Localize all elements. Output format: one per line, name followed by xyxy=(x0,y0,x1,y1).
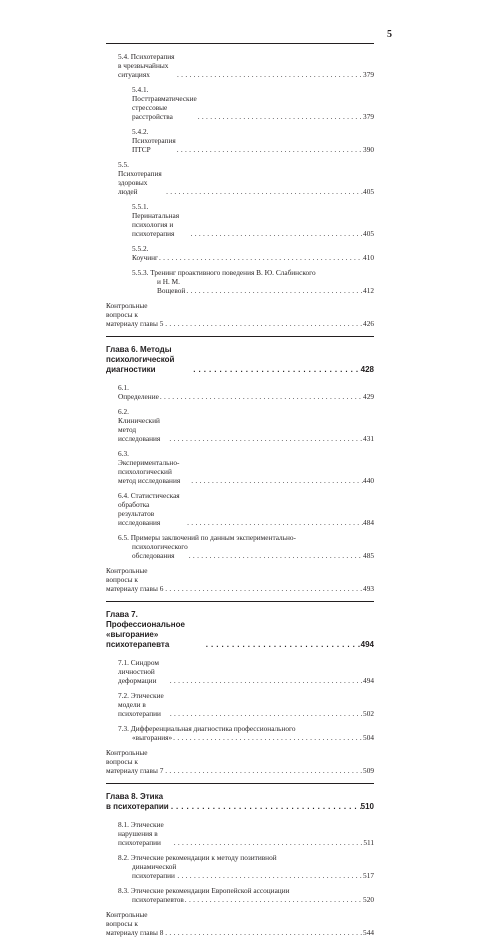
section-number: 7.3. xyxy=(118,724,129,733)
toc-entry-8-3-line1[interactable] xyxy=(106,886,374,895)
section-title: Психотерапия здоровых людей xyxy=(118,169,162,196)
section-title: Коучинг xyxy=(132,253,158,262)
section-number: 7.2. xyxy=(118,691,129,700)
chapter-title: Глава 7. Профессиональное «выгорание» психотерапевта xyxy=(106,610,185,649)
toc-entry-5-4-1[interactable] xyxy=(106,85,374,121)
toc-entry-8-3-line2[interactable] xyxy=(106,895,374,904)
section-number: 5.5. xyxy=(118,160,129,169)
page-ref: 431 xyxy=(363,434,374,443)
leader-dots xyxy=(159,392,363,401)
section-title: Перинатальная психология и психотерапия xyxy=(132,211,180,238)
page-ref: 426 xyxy=(363,319,374,328)
section-title: Психотерапия в чрезвычайных ситуациях xyxy=(118,52,175,79)
toc-entry-5-4[interactable] xyxy=(106,52,374,79)
page-ref: 509 xyxy=(363,766,374,775)
chapter-divider xyxy=(106,601,374,602)
section-title: Этические нарушения в психотерапии xyxy=(118,820,164,847)
section-title: Контрольные вопросы к материалу главы 6 xyxy=(106,566,164,593)
section-title: Экспериментально-психологический метод исследования xyxy=(118,458,181,485)
page-ref: 428 xyxy=(360,365,374,374)
toc-entry-8-2-line1[interactable] xyxy=(106,853,374,862)
chapter-title: Глава 6. Методы психологической диагностики xyxy=(106,345,175,374)
toc-entry-7-3-line1[interactable] xyxy=(106,724,374,733)
page-ref: 502 xyxy=(363,709,374,718)
toc-entry-questions-8[interactable] xyxy=(106,910,374,937)
page-ref: 410 xyxy=(363,253,374,262)
page-ref: 517 xyxy=(363,871,374,880)
section-title: Синдром личностной деформации xyxy=(118,658,159,685)
section-title: Этические рекомендации к методу позитивной xyxy=(130,853,277,862)
section-title-continued: динамической психотерапии xyxy=(132,862,177,880)
section-number: 5.5.3. xyxy=(132,268,149,277)
chapter-divider xyxy=(106,783,374,784)
leader-dots xyxy=(186,518,363,527)
toc-entry-5-5-2[interactable] xyxy=(106,244,374,262)
toc-entry-6-4[interactable] xyxy=(106,491,374,527)
page-ref: 440 xyxy=(363,476,374,485)
page-ref: 379 xyxy=(363,70,374,79)
page-ref: 510 xyxy=(360,802,374,811)
toc-entry-5-4-2[interactable] xyxy=(106,127,374,154)
section-number: 6.3. xyxy=(118,449,129,458)
toc-entry-8-1[interactable] xyxy=(106,820,374,847)
toc-entry-6-5-line2[interactable] xyxy=(106,542,374,560)
toc-entry-questions-5[interactable] xyxy=(106,301,374,328)
section-title: Контрольные вопросы к материалу главы 8 xyxy=(106,910,164,937)
table-of-contents xyxy=(106,46,374,937)
leader-dots xyxy=(176,70,363,79)
toc-entry-6-5-line1[interactable] xyxy=(106,533,374,542)
page-ref: 504 xyxy=(363,733,374,742)
leader-dots xyxy=(169,802,361,812)
toc-entry-5-5-3-line1[interactable] xyxy=(106,268,374,277)
toc-entry-5-5-1[interactable] xyxy=(106,202,374,238)
section-title: Определение xyxy=(118,392,159,401)
section-title: Посттравматические стрессовые расстройства xyxy=(132,94,197,121)
page-ref: 485 xyxy=(363,551,374,560)
section-number: 6.5. xyxy=(118,533,129,542)
page-ref: 544 xyxy=(363,928,374,937)
toc-chapter-7[interactable] xyxy=(106,610,374,650)
header-rule xyxy=(106,43,374,44)
page-ref: 405 xyxy=(363,229,374,238)
page-ref: 390 xyxy=(363,145,374,154)
leader-dots xyxy=(164,584,363,593)
leader-dots xyxy=(158,253,363,262)
section-title: Примеры заключений по данным экспериментально- xyxy=(130,533,296,542)
page-ref: 493 xyxy=(363,584,374,593)
leader-dots xyxy=(164,319,363,328)
section-number: 5.4.2. xyxy=(132,127,149,136)
toc-entry-6-3[interactable] xyxy=(106,449,374,485)
leader-dots xyxy=(169,709,363,718)
leader-dots xyxy=(188,551,363,560)
page-ref: 494 xyxy=(360,640,374,649)
section-number: 8.2. xyxy=(118,853,129,862)
section-number: 5.5.1. xyxy=(132,202,149,211)
page-ref: 379 xyxy=(363,112,374,121)
section-title-continued: «выгорания» xyxy=(132,733,173,742)
section-number: 6.1. xyxy=(118,383,129,392)
page-ref: 484 xyxy=(363,518,374,527)
page-ref: 494 xyxy=(363,676,374,685)
section-title-continued: и Н. М. Вощевой xyxy=(157,277,186,295)
toc-entry-7-3-line2[interactable] xyxy=(106,733,374,742)
page-ref: 520 xyxy=(363,895,374,904)
section-number: 8.3. xyxy=(118,886,129,895)
toc-chapter-6[interactable] xyxy=(106,345,374,375)
section-number: 6.4. xyxy=(118,491,129,500)
leader-dots xyxy=(204,640,361,650)
toc-entry-6-2[interactable] xyxy=(106,407,374,443)
section-number: 6.2. xyxy=(118,407,129,416)
leader-dots xyxy=(164,766,363,775)
leader-dots xyxy=(191,365,360,375)
page-ref: 429 xyxy=(363,392,374,401)
toc-entry-5-5[interactable] xyxy=(106,160,374,196)
leader-dots xyxy=(168,434,363,443)
toc-entry-questions-7[interactable] xyxy=(106,748,374,775)
toc-entry-6-1[interactable] xyxy=(106,383,374,401)
leader-dots xyxy=(176,871,363,880)
leader-dots xyxy=(190,229,363,238)
section-number: 7.1. xyxy=(118,658,129,667)
toc-entry-7-1[interactable] xyxy=(106,658,374,685)
leader-dots xyxy=(190,476,363,485)
toc-entry-5-5-3-line2[interactable] xyxy=(106,277,374,295)
toc-entry-questions-6[interactable] xyxy=(106,566,374,593)
page-number: 5 xyxy=(387,29,392,40)
leader-dots xyxy=(197,112,363,121)
toc-entry-8-2-line2[interactable] xyxy=(106,862,374,880)
page-ref: 405 xyxy=(363,187,374,196)
section-title-continued: психологического обследования xyxy=(132,542,188,560)
leader-dots xyxy=(169,676,363,685)
toc-chapter-8[interactable] xyxy=(106,792,374,812)
chapter-title: Глава 8. Этика в психотерапии xyxy=(106,792,169,811)
section-number: 8.1. xyxy=(118,820,129,829)
page-ref: 412 xyxy=(363,286,374,295)
section-title: Дифференциальная диагностика профессионального xyxy=(130,724,296,733)
leader-dots xyxy=(165,187,363,196)
leader-dots xyxy=(164,928,363,937)
toc-entry-7-2[interactable] xyxy=(106,691,374,718)
section-title: Статистическая обработка результатов исследования xyxy=(118,491,180,527)
section-title: Контрольные вопросы к материалу главы 5 xyxy=(106,301,164,328)
leader-dots xyxy=(176,145,363,154)
leader-dots xyxy=(173,838,364,847)
section-number: 5.4. xyxy=(118,52,129,61)
section-number: 5.4.1. xyxy=(132,85,149,94)
section-title: Этические модели в психотерапии xyxy=(118,691,164,718)
section-title: Контрольные вопросы к материалу главы 7 xyxy=(106,748,164,775)
section-title: Тренинг проактивного поведения В. Ю. Слабинского xyxy=(150,268,316,277)
leader-dots xyxy=(172,733,363,742)
leader-dots xyxy=(184,895,363,904)
section-title-continued: психотерапевтов xyxy=(132,895,184,904)
leader-dots xyxy=(185,286,363,295)
page-ref: 511 xyxy=(363,838,374,847)
section-title: Этические рекомендации Европейской ассоциации xyxy=(130,886,290,895)
section-title: Психотерапия ПТСР xyxy=(132,136,176,154)
section-title: Клинический метод исследования xyxy=(118,416,161,443)
chapter-divider xyxy=(106,336,374,337)
section-number: 5.5.2. xyxy=(132,244,149,253)
